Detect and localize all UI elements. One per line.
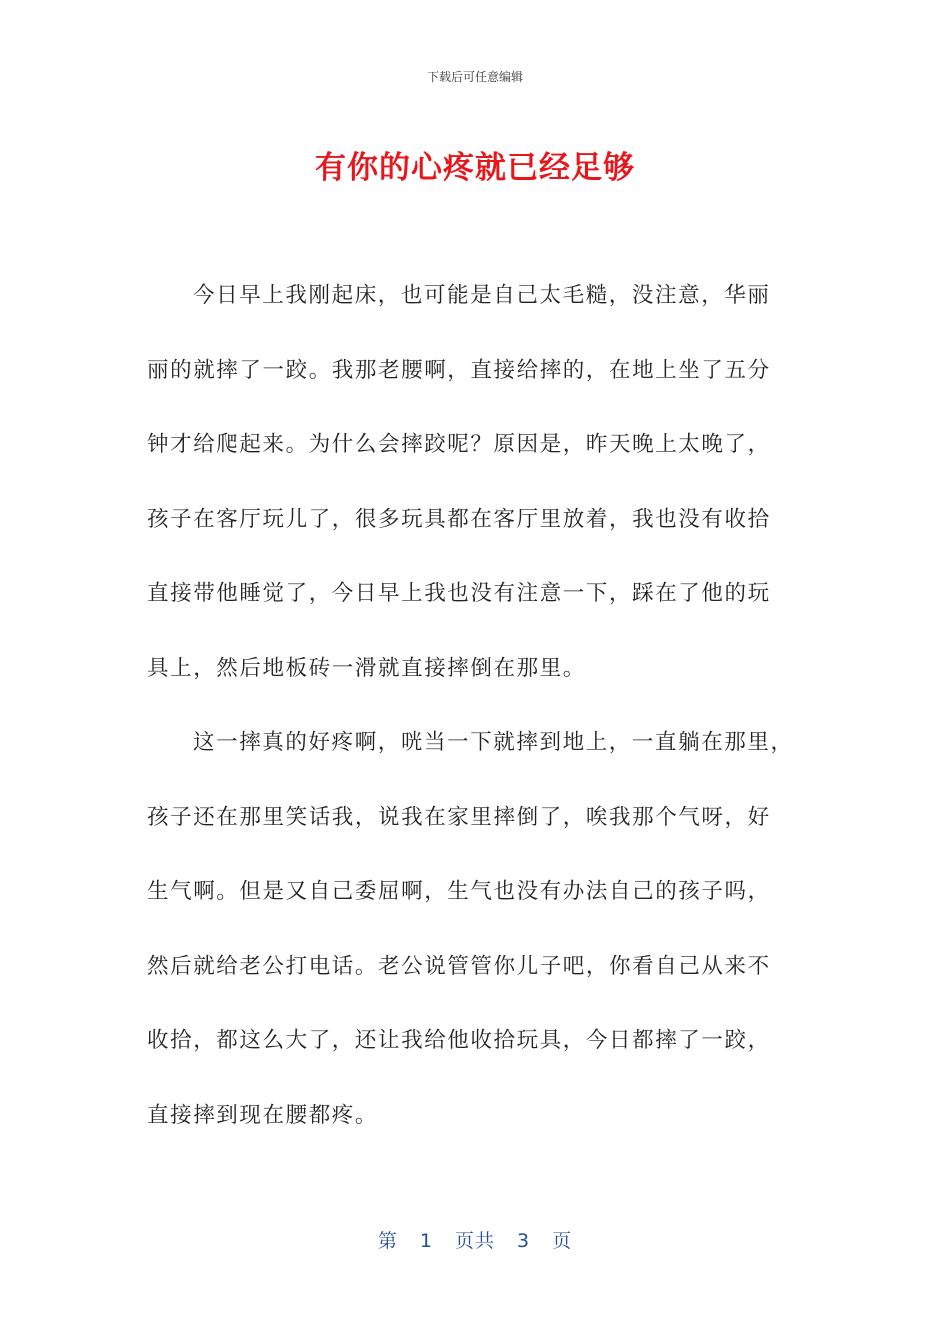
body-line: 丽的就摔了一跤。我那老腰啊，直接给摔的，在地上坐了五分: [147, 357, 771, 383]
body-line: 孩子还在那里笑话我，说我在家里摔倒了，唉我那个气呀，好: [147, 804, 771, 830]
body-line: 然后就给老公打电话。老公说管管你儿子吧，你看自己从来不: [147, 953, 771, 979]
document-title: 有你的心疼就已经足够: [315, 150, 635, 186]
body-line: 收拾，都这么大了，还让我给他收拾玩具，今日都摔了一跤，: [147, 1028, 771, 1053]
document-body: [147, 276, 802, 1170]
body-line: 孩子在客厅玩儿了，很多玩具都在客厅里放着，我也没有收拾: [147, 506, 771, 532]
body-line: 这一摔真的好疼啊，咣当一下就摔到地上，一直躺在那里，: [193, 730, 794, 755]
footer-page-number: 1: [419, 1230, 433, 1252]
header-note: 下载后可任意编辑: [426, 70, 523, 84]
footer-suffix: 页: [552, 1230, 573, 1252]
body-line: 直接摔到现在腰都疼。: [147, 1102, 379, 1128]
body-line: 直接带他睡觉了，今日早上我也没有注意一下，踩在了他的玩: [147, 581, 771, 606]
body-line: 生气啊。但是又自己委屈啊，生气也没有办法自己的孩子吗，: [147, 879, 771, 904]
footer-middle: 页共: [454, 1230, 495, 1252]
body-line: 钟才给爬起来。为什么会摔跤呢？原因是，昨天晚上太晚了，: [147, 432, 771, 457]
body-line: 具上，然后地板砖一滑就直接摔倒在那里。: [147, 655, 586, 681]
body-line: 今日早上我刚起床，也可能是自己太毛糙，没注意，华丽: [193, 283, 771, 308]
footer-prefix: 第: [377, 1230, 398, 1252]
footer-total-pages: 3: [517, 1230, 531, 1252]
page-number-footer: [0, 1226, 950, 1253]
